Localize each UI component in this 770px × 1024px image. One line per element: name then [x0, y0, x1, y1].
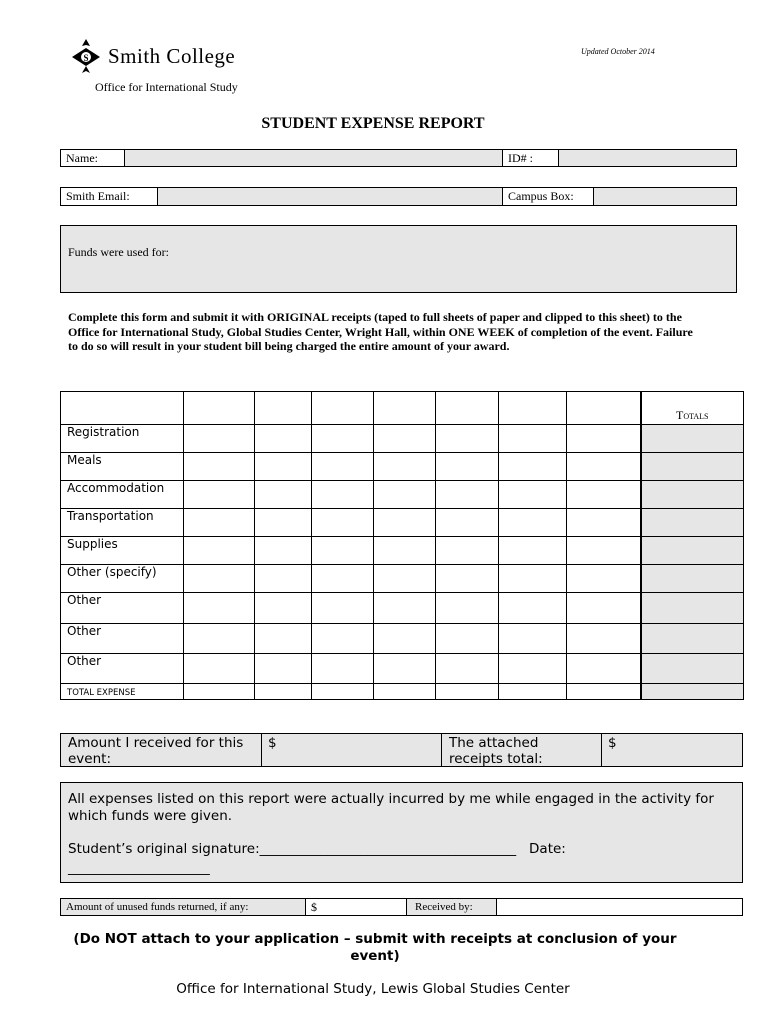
row-total-cell[interactable] — [641, 654, 744, 684]
total-cell[interactable] — [499, 684, 567, 700]
expense-cell[interactable] — [255, 481, 312, 509]
expense-cell[interactable] — [499, 453, 567, 481]
row-label-meals: Meals — [61, 453, 184, 481]
expense-cell[interactable] — [312, 481, 374, 509]
unused-funds-label: Amount of unused funds returned, if any: — [61, 899, 306, 915]
total-cell[interactable] — [255, 684, 312, 700]
expense-cell[interactable] — [499, 654, 567, 684]
expense-cell[interactable] — [255, 624, 312, 654]
row-label-accommodation: Accommodation — [61, 481, 184, 509]
email-field[interactable] — [158, 188, 503, 205]
expense-cell[interactable] — [567, 425, 641, 453]
expense-cell[interactable] — [567, 453, 641, 481]
expense-cell[interactable] — [499, 537, 567, 565]
page-title: STUDENT EXPENSE REPORT — [261, 115, 485, 132]
table-row — [61, 453, 744, 481]
total-cell[interactable] — [567, 684, 641, 700]
expense-cell[interactable] — [184, 593, 255, 624]
instructions-text: Complete this form and submit it with ORIGINAL receipts (taped to full sheets of paper and clipped to this sheet) to the Office for International Study, Global Studies Center, Wright Hall, within ONE WEEK of completion of the event. Failure to do so will result in your student bill being charged the entire amount of your award. — [68, 310, 693, 353]
updated-date: Updated October 2014 — [581, 47, 655, 56]
expense-cell[interactable] — [436, 537, 499, 565]
row-label-registration: Registration — [61, 425, 184, 453]
totals-header: Totals — [641, 392, 744, 425]
table-header-row — [61, 392, 744, 425]
received-by-label: Received by: — [407, 899, 497, 915]
total-cell[interactable] — [436, 684, 499, 700]
college-name: Smith College — [108, 43, 236, 68]
expense-cell[interactable] — [184, 537, 255, 565]
expense-cell[interactable] — [255, 565, 312, 593]
id-label: ID# : — [503, 150, 559, 166]
total-cell[interactable] — [184, 684, 255, 700]
table-row — [61, 624, 744, 654]
expense-cell[interactable] — [499, 624, 567, 654]
expense-cell[interactable] — [184, 654, 255, 684]
expense-cell[interactable] — [184, 509, 255, 537]
row-label-other-specify: Other (specify) — [61, 565, 184, 593]
row-total-cell[interactable] — [641, 509, 744, 537]
row-total-cell[interactable] — [641, 481, 744, 509]
signature-blank[interactable]: ______________________________________ — [259, 841, 517, 857]
receipts-total-field[interactable] — [601, 734, 742, 766]
expense-cell[interactable] — [567, 565, 641, 593]
expense-cell[interactable] — [184, 481, 255, 509]
table-row — [61, 654, 744, 684]
email-campus-row — [60, 187, 737, 206]
signature-line[interactable] — [68, 841, 735, 858]
expense-cell[interactable] — [436, 425, 499, 453]
certification-box — [60, 782, 743, 883]
expense-cell[interactable] — [312, 509, 374, 537]
signature-label: Student’s original signature: — [68, 841, 260, 857]
attachment-note: (Do NOT attach to your application – submit with receipts at conclusion of your event) — [73, 931, 677, 964]
expense-cell[interactable] — [436, 593, 499, 624]
office-name: Office for International Study — [95, 80, 238, 94]
expense-cell[interactable] — [436, 453, 499, 481]
expense-cell[interactable] — [567, 654, 641, 684]
table-row — [61, 565, 744, 593]
expense-cell[interactable] — [255, 509, 312, 537]
email-label: Smith Email: — [61, 188, 158, 205]
svg-text:S: S — [83, 53, 89, 63]
campus-box-label: Campus Box: — [503, 188, 594, 205]
date-header-cell[interactable] — [567, 392, 641, 425]
currency-symbol: $ — [268, 735, 277, 751]
expense-cell[interactable] — [567, 593, 641, 624]
date-header-cell[interactable] — [184, 392, 255, 425]
expense-cell[interactable] — [567, 481, 641, 509]
name-label: Name: — [61, 150, 125, 166]
certification-statement: All expenses listed on this report were actually incurred by me while engaged in the activity for which funds were given. — [68, 791, 714, 824]
date-header-cell[interactable] — [312, 392, 374, 425]
expense-cell[interactable] — [567, 537, 641, 565]
expense-cell[interactable] — [255, 425, 312, 453]
expense-cell[interactable] — [436, 565, 499, 593]
expense-cell[interactable] — [312, 565, 374, 593]
funds-used-field[interactable] — [60, 225, 737, 293]
date-blank[interactable]: _____________________ — [68, 860, 210, 876]
expense-cell[interactable] — [374, 654, 436, 684]
row-total-cell[interactable] — [641, 593, 744, 624]
expense-cell[interactable] — [312, 624, 374, 654]
expense-cell[interactable] — [312, 654, 374, 684]
expense-cell[interactable] — [499, 509, 567, 537]
campus-box-field[interactable] — [594, 188, 736, 205]
expense-cell[interactable] — [312, 537, 374, 565]
expense-cell[interactable] — [499, 425, 567, 453]
expense-cell[interactable] — [436, 481, 499, 509]
expense-cell[interactable] — [499, 593, 567, 624]
expense-cell[interactable] — [374, 481, 436, 509]
date-header-cell[interactable] — [374, 392, 436, 425]
amount-received-field[interactable] — [261, 734, 442, 766]
row-label-transportation: Transportation — [61, 509, 184, 537]
expense-cell[interactable] — [255, 593, 312, 624]
total-cell[interactable] — [312, 684, 374, 700]
expense-cell[interactable] — [184, 624, 255, 654]
expense-cell[interactable] — [184, 425, 255, 453]
expense-cell[interactable] — [374, 453, 436, 481]
expense-cell[interactable] — [374, 593, 436, 624]
unused-funds-field[interactable] — [306, 899, 407, 915]
row-total-cell[interactable] — [641, 624, 744, 654]
expense-cell[interactable] — [374, 509, 436, 537]
currency-symbol: $ — [608, 735, 617, 751]
expense-cell[interactable] — [312, 453, 374, 481]
footer-office: Office for International Study, Lewis Global Studies Center — [176, 981, 570, 997]
expense-cell[interactable] — [374, 624, 436, 654]
amounts-row — [60, 733, 743, 767]
expense-table — [60, 391, 744, 700]
expense-cell[interactable] — [255, 453, 312, 481]
expense-cell[interactable] — [436, 654, 499, 684]
expense-cell[interactable] — [184, 565, 255, 593]
expense-cell[interactable] — [499, 565, 567, 593]
date-header-cell[interactable] — [436, 392, 499, 425]
total-expense-row — [61, 684, 744, 700]
receipts-total-label: The attached receipts total: — [449, 735, 543, 767]
row-label-other: Other — [61, 593, 184, 624]
expense-cell[interactable] — [312, 425, 374, 453]
expense-cell[interactable] — [374, 425, 436, 453]
expense-cell[interactable] — [436, 624, 499, 654]
id-field[interactable] — [559, 150, 736, 166]
smith-seal-icon — [70, 37, 102, 75]
expense-cell[interactable] — [374, 537, 436, 565]
expense-cell[interactable] — [255, 537, 312, 565]
expense-cell[interactable] — [567, 624, 641, 654]
table-row — [61, 509, 744, 537]
row-label-supplies: Supplies — [61, 537, 184, 565]
date-header-cell[interactable] — [255, 392, 312, 425]
total-cell[interactable] — [374, 684, 436, 700]
row-label-other: Other — [61, 624, 184, 654]
row-total-cell[interactable] — [641, 425, 744, 453]
name-id-row — [60, 149, 737, 167]
date-header-cell[interactable] — [499, 392, 567, 425]
row-total-cell[interactable] — [641, 537, 744, 565]
currency-symbol: $ — [311, 899, 317, 914]
table-row — [61, 593, 744, 624]
table-row — [61, 537, 744, 565]
date-label: Date: — [529, 841, 566, 857]
expense-cell[interactable] — [499, 481, 567, 509]
college-logo — [70, 37, 235, 75]
received-by-field[interactable] — [497, 899, 742, 915]
expense-cell[interactable] — [312, 593, 374, 624]
row-total-cell[interactable] — [641, 565, 744, 593]
table-row — [61, 425, 744, 453]
header-cell[interactable] — [61, 392, 184, 425]
expense-cell[interactable] — [374, 565, 436, 593]
total-expense-label: TOTAL EXPENSE — [61, 684, 184, 700]
expense-cell[interactable] — [567, 509, 641, 537]
unused-funds-row — [60, 898, 743, 916]
funds-used-label: Funds were used for: — [68, 245, 169, 259]
expense-cell[interactable] — [436, 509, 499, 537]
expense-cell[interactable] — [184, 453, 255, 481]
expense-cell[interactable] — [255, 654, 312, 684]
table-row — [61, 481, 744, 509]
row-total-cell[interactable] — [641, 453, 744, 481]
amount-received-label: Amount I received for this event: — [68, 735, 244, 767]
name-field[interactable] — [125, 150, 503, 166]
grand-total-cell[interactable] — [641, 684, 744, 700]
row-label-other: Other — [61, 654, 184, 684]
